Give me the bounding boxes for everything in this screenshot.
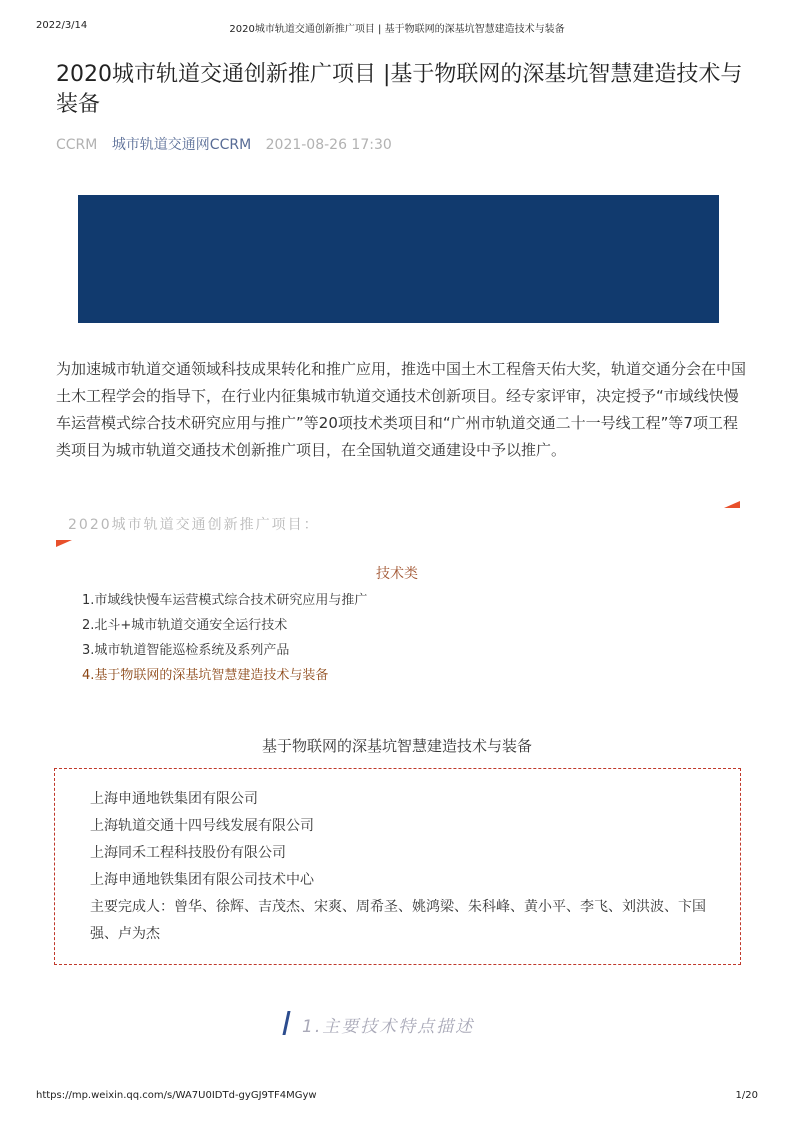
print-url: https://mp.weixin.qq.com/s/WA7U0IDTd-gyGJ9TF4MGyw [36, 1090, 317, 1101]
corner-decoration-bottom-left [56, 540, 72, 547]
project-item: 3.城市轨道智能巡检系统及系列产品 [82, 643, 290, 658]
project-list [82, 588, 367, 688]
page-number: 1/20 [735, 1090, 758, 1101]
banner-image [78, 195, 719, 323]
section-heading: 2020城市轨道交通创新推广项目： [68, 517, 320, 533]
feature-heading: 1.主要技术特点描述 [302, 1017, 475, 1037]
contributors-list: 主要完成人：曾华、徐辉、吉茂杰、宋爽、周希圣、姚鸿梁、朱科峰、黄小平、李飞、刘洪波、卞国强、卢为杰 [90, 899, 706, 942]
organization-name: 上海申通地铁集团有限公司 [90, 791, 258, 807]
project-item-current: 4.基于物联网的深基坑智慧建造技术与装备 [82, 668, 329, 683]
source-label: CCRM [56, 137, 98, 153]
organization-name: 上海申通地铁集团有限公司技术中心 [90, 872, 314, 888]
category-label: 技术类 [376, 566, 418, 582]
heading-accent-bar [282, 1011, 290, 1035]
print-header [36, 20, 758, 34]
print-date: 2022/3/14 [36, 20, 88, 31]
print-footer [36, 1090, 758, 1104]
corner-decoration-top-right [724, 501, 740, 508]
publish-datetime: 2021-08-26 17:30 [265, 137, 392, 153]
account-name-link[interactable]: 城市轨道交通网CCRM [111, 137, 252, 153]
article-title: 2020城市轨道交通创新推广项目 |基于物联网的深基坑智慧建造技术与装备 [56, 62, 743, 117]
project-item: 1.市域线快慢车运营模式综合技术研究应用与推广 [82, 593, 368, 608]
organization-name: 上海轨道交通十四号线发展有限公司 [90, 818, 314, 834]
article-meta [56, 134, 402, 154]
organizations-content [90, 786, 730, 948]
organization-name: 上海同禾工程科技股份有限公司 [90, 845, 286, 861]
project-title: 基于物联网的深基坑智慧建造技术与装备 [261, 737, 532, 755]
project-item: 2.北斗+城市轨道交通安全运行技术 [82, 618, 288, 633]
print-page-title: 2020城市轨道交通创新推广项目 | 基于物联网的深基坑智慧建造技术与装备 [229, 24, 565, 35]
intro-paragraph: 为加速城市轨道交通领域科技成果转化和推广应用，推选中国土木工程詹天佑大奖，轨道交通分会在中国土木工程学会的指导下，在行业内征集城市轨道交通技术创新项目。经专家评审，决定授予“市域线快慢车运营模式综合技术研究应用与推广”等20项技术类项目和“广州市轨道交通二十一号线工程”等7项工程类项目为城市轨道交通技术创新推广项目，在全国轨道交通建设中予以推广。 [56, 360, 747, 459]
